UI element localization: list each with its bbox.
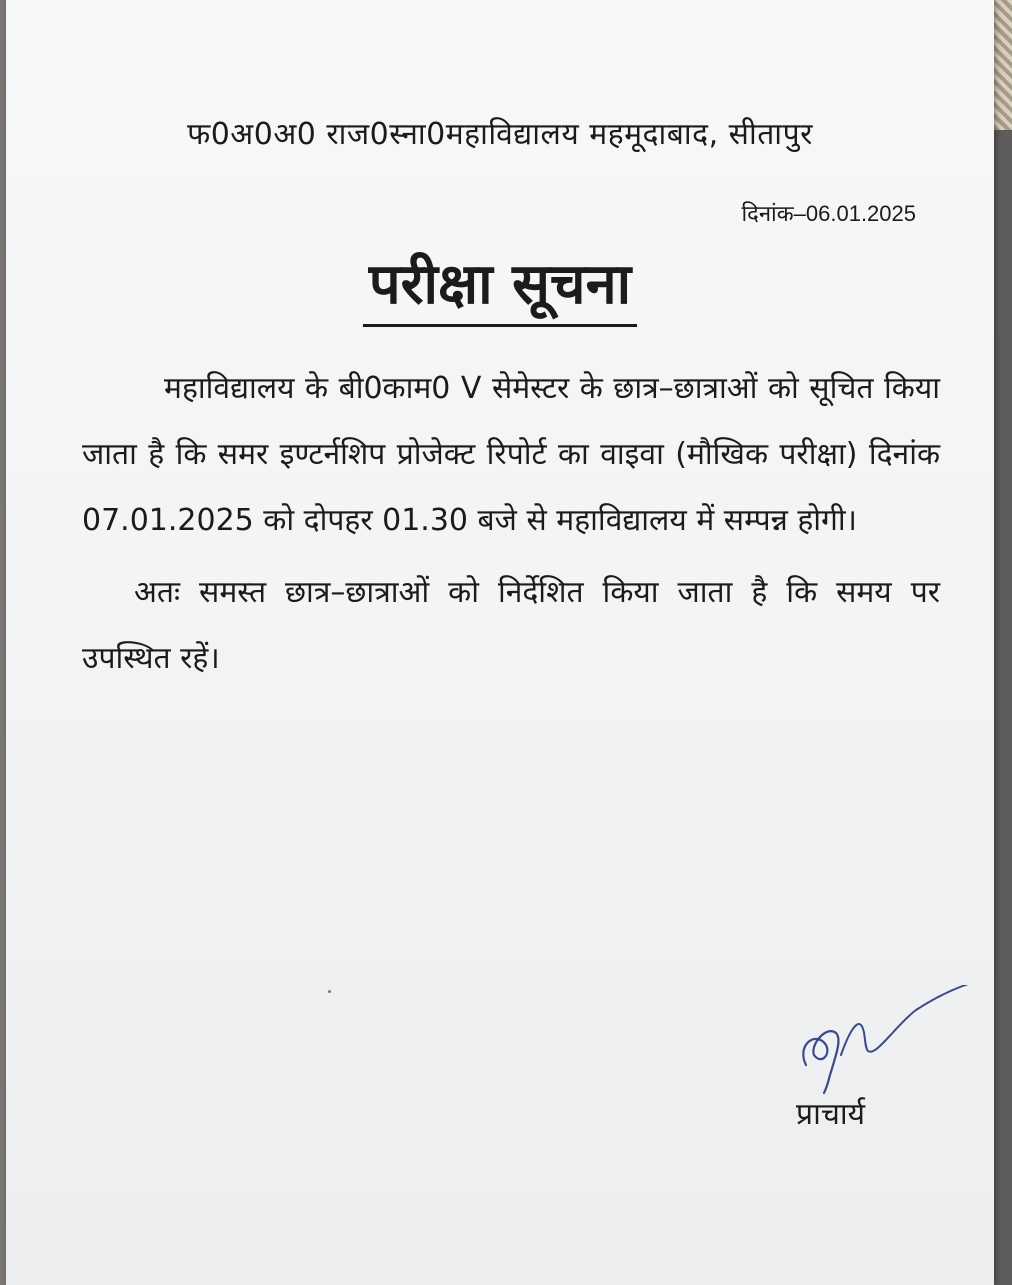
notice-title: परीक्षा सूचना	[363, 244, 637, 327]
paper-speck	[328, 990, 331, 993]
college-header: फ0अ0अ0 राज0स्ना0महाविद्यालय महमूदाबाद, सीतापुर	[187, 117, 813, 152]
notice-paper	[6, 0, 994, 1285]
notice-paragraph-2: अतः समस्त छात्र–छात्राओं को निर्देशित किया जाता है कि समय पर उपस्थित रहें।	[82, 575, 940, 676]
notice-paragraph-1: महाविद्यालय के बी0काम0 V सेमेस्टर के छात्र–छात्राओं को सूचित किया जाता है कि समर इण्टर्नशिप प्रोजेक्ट रिपोर्ट का वाइवा (मौखिक परीक्षा) दिनांक 07.01.2025 को दोपहर 01.30 बजे से महाविद्यालय में सम्पन्न होगी।	[82, 371, 940, 538]
handwritten-signature	[786, 985, 986, 1095]
notice-date: दिनांक–06.01.2025	[741, 201, 916, 226]
notice-body	[82, 356, 940, 692]
principal-label: प्राचार्य	[796, 1097, 866, 1132]
notice-title-wrap	[6, 244, 994, 327]
